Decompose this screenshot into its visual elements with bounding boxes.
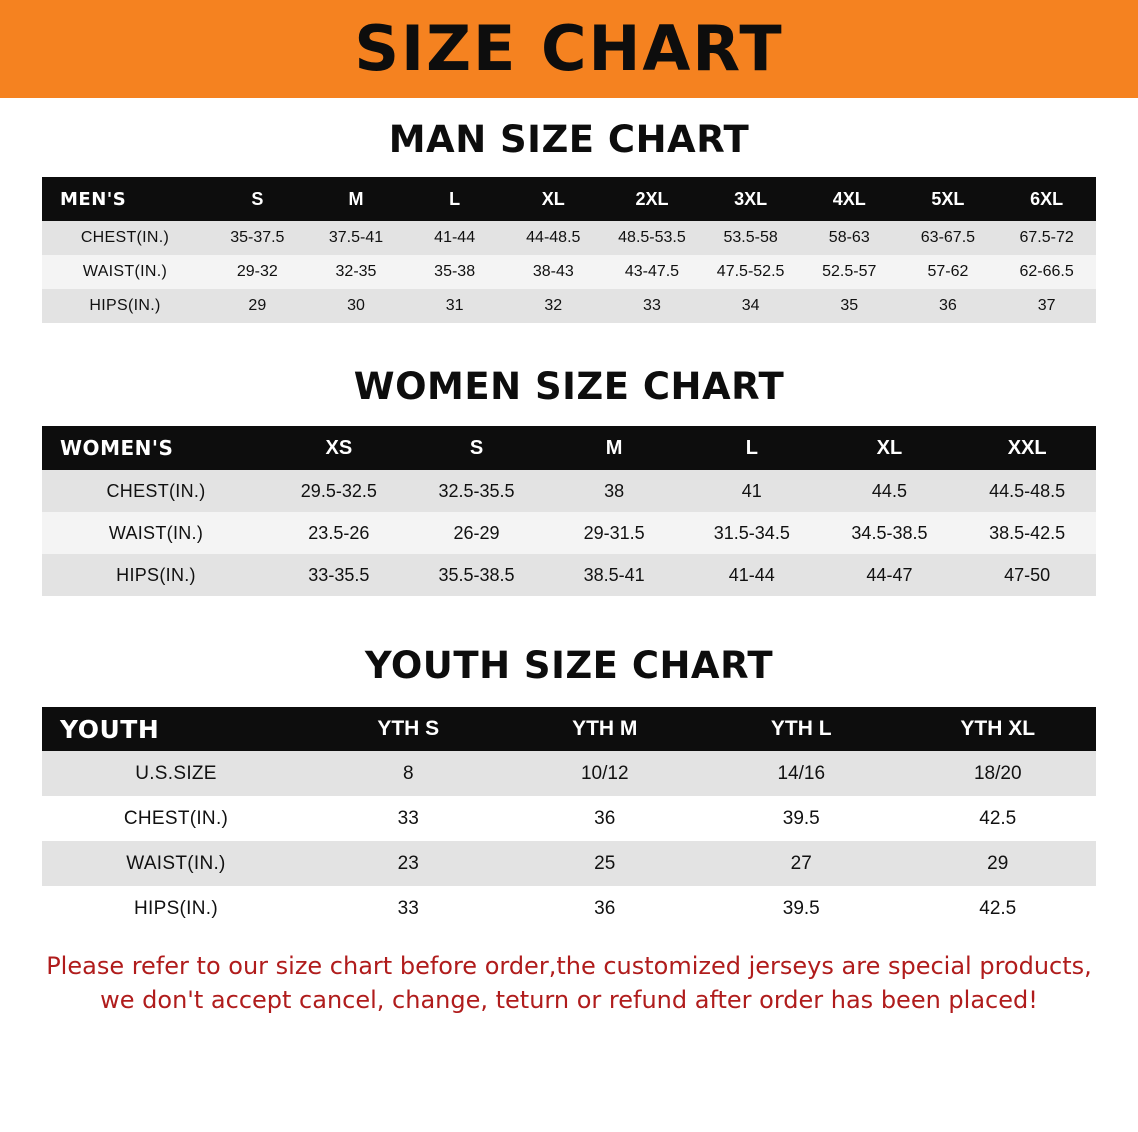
youth-row-0-label: U.S.SIZE [135, 762, 217, 784]
men-row-2-label: HIPS(IN.) [89, 297, 161, 314]
women-cell-0-0: 29.5-32.5 [300, 480, 377, 501]
youth-col-2: YTH L [770, 717, 832, 740]
table-header-row [42, 707, 1096, 751]
men-table-body [42, 221, 1096, 323]
table-row [42, 886, 1096, 931]
men-col-3: XL [541, 188, 565, 209]
men-cell-2-2: 31 [445, 297, 464, 314]
men-cell-2-1: 30 [347, 297, 365, 314]
youth-section-heading: YOUTH SIZE CHART [364, 644, 774, 687]
men-col-6: 4XL [832, 188, 866, 209]
men-table-header [42, 177, 1096, 221]
policy-note [34, 949, 1104, 1017]
men-col-4: 2XL [635, 188, 669, 209]
youth-cell-0-2: 14/16 [777, 762, 826, 784]
youth-cell-1-3: 42.5 [979, 807, 1017, 829]
youth-cell-1-0: 33 [397, 807, 419, 829]
man-section-heading: MAN SIZE CHART [388, 118, 750, 161]
youth-cell-2-2: 27 [790, 852, 812, 874]
men-cell-1-2: 35-38 [434, 263, 476, 280]
women-corner-label: WOMEN'S [60, 436, 174, 460]
youth-cell-1-2: 39.5 [782, 807, 820, 829]
women-col-5: XXL [1007, 436, 1047, 459]
women-col-3: L [745, 436, 758, 459]
men-cell-0-2: 41-44 [434, 229, 476, 246]
women-row-1-label: WAIST(IN.) [108, 522, 204, 543]
men-cell-0-0: 35-37.5 [230, 229, 285, 246]
men-cell-0-8: 67.5-72 [1019, 229, 1074, 246]
men-col-8: 6XL [1030, 188, 1064, 209]
men-cell-2-3: 32 [544, 297, 563, 314]
women-cell-2-5: 47-50 [1004, 564, 1051, 585]
men-cell-2-8: 37 [1037, 297, 1056, 314]
women-cell-0-3: 41 [741, 480, 762, 501]
women-cell-2-3: 41-44 [728, 564, 775, 585]
women-col-0: XS [325, 436, 353, 459]
men-cell-0-4: 48.5-53.5 [618, 229, 686, 246]
youth-col-1: YTH M [572, 717, 638, 740]
youth-cell-3-0: 33 [397, 897, 419, 919]
men-cell-2-0: 29 [248, 297, 267, 314]
youth-cell-2-1: 25 [594, 852, 616, 874]
youth-cell-0-3: 18/20 [973, 762, 1022, 784]
women-section-heading: WOMEN SIZE CHART [353, 365, 785, 408]
men-col-1: M [348, 188, 364, 209]
women-size-table [42, 426, 1096, 596]
men-cell-1-0: 29-32 [236, 263, 278, 280]
women-cell-0-1: 32.5-35.5 [438, 480, 515, 501]
men-cell-0-5: 53.5-58 [723, 229, 778, 246]
men-cell-0-1: 37.5-41 [328, 229, 384, 246]
youth-row-3-label: HIPS(IN.) [134, 897, 218, 919]
youth-cell-2-3: 29 [987, 852, 1009, 874]
men-cell-1-3: 38-43 [532, 263, 574, 280]
table-header-row [42, 426, 1096, 470]
women-cell-2-1: 35.5-38.5 [438, 564, 515, 585]
men-cell-1-7: 57-62 [927, 263, 969, 280]
women-table-header [42, 426, 1096, 470]
women-cell-0-5: 44.5-48.5 [989, 480, 1066, 501]
men-cell-1-5: 47.5-52.5 [716, 263, 785, 280]
men-cell-1-4: 43-47.5 [624, 263, 680, 280]
policy-note-line-2: we don't accept cancel, change, teturn or refund after order has been placed! [100, 986, 1038, 1015]
table-header-row [42, 177, 1096, 221]
men-size-table [42, 177, 1096, 323]
women-col-4: XL [876, 436, 903, 459]
women-cell-0-4: 44.5 [871, 480, 907, 501]
men-col-0: S [251, 188, 264, 209]
youth-cell-2-0: 23 [397, 852, 419, 874]
youth-table-body [42, 751, 1096, 931]
table-row [42, 221, 1096, 255]
youth-cell-0-0: 8 [402, 762, 414, 784]
women-row-2-label: HIPS(IN.) [116, 564, 196, 585]
table-row [42, 554, 1096, 596]
youth-col-0: YTH S [377, 717, 440, 740]
table-row [42, 796, 1096, 841]
table-row [42, 512, 1096, 554]
men-cell-2-6: 35 [840, 297, 859, 314]
men-cell-0-3: 44-48.5 [526, 229, 581, 246]
youth-cell-0-1: 10/12 [580, 762, 629, 784]
youth-row-2-label: WAIST(IN.) [126, 852, 226, 874]
men-row-0-label: CHEST(IN.) [80, 229, 170, 246]
men-cell-1-8: 62-66.5 [1019, 263, 1074, 280]
page-title: SIZE CHART [354, 12, 784, 85]
men-col-5: 3XL [734, 188, 768, 209]
men-row-1-label: WAIST(IN.) [82, 263, 168, 280]
women-cell-2-2: 38.5-41 [583, 564, 645, 585]
women-row-0-label: CHEST(IN.) [106, 480, 206, 501]
women-cell-1-1: 26-29 [453, 522, 500, 543]
youth-cell-3-3: 42.5 [979, 897, 1017, 919]
youth-row-1-label: CHEST(IN.) [123, 807, 229, 829]
youth-cell-1-1: 36 [594, 807, 616, 829]
table-row [42, 751, 1096, 796]
men-cell-0-6: 58-63 [828, 229, 870, 246]
men-cell-0-7: 63-67.5 [920, 229, 976, 246]
page-banner [0, 0, 1138, 98]
women-cell-1-0: 23.5-26 [308, 522, 370, 543]
men-col-2: L [449, 188, 461, 209]
women-cell-0-2: 38 [604, 480, 625, 501]
women-cell-1-4: 34.5-38.5 [851, 522, 928, 543]
youth-cell-3-1: 36 [594, 897, 616, 919]
man-table-wrapper [42, 177, 1096, 323]
policy-note-line-1: Please refer to our size chart before order,the customized jerseys are special products, [46, 952, 1092, 980]
table-row [42, 289, 1096, 323]
table-row [42, 841, 1096, 886]
women-table-wrapper [42, 426, 1096, 596]
women-cell-2-0: 33-35.5 [308, 564, 370, 585]
men-cell-2-5: 34 [741, 297, 760, 314]
women-col-1: S [469, 436, 484, 459]
youth-col-3: YTH XL [960, 717, 1036, 740]
youth-cell-3-2: 39.5 [782, 897, 820, 919]
youth-table-wrapper [42, 707, 1096, 931]
women-table-body [42, 470, 1096, 596]
men-corner-label: MEN'S [60, 188, 127, 210]
table-row [42, 255, 1096, 289]
men-cell-2-7: 36 [939, 297, 957, 314]
women-cell-1-5: 38.5-42.5 [989, 522, 1066, 543]
women-col-2: M [605, 436, 623, 459]
men-cell-1-1: 32-35 [335, 263, 377, 280]
men-cell-1-6: 52.5-57 [822, 263, 877, 280]
table-row [42, 470, 1096, 512]
youth-table-header [42, 707, 1096, 751]
men-cell-2-4: 33 [643, 297, 661, 314]
women-cell-2-4: 44-47 [866, 564, 913, 585]
women-cell-1-2: 29-31.5 [583, 522, 645, 543]
men-col-7: 5XL [931, 188, 965, 209]
youth-size-table [42, 707, 1096, 931]
women-cell-1-3: 31.5-34.5 [713, 522, 790, 543]
youth-corner-label: YOUTH [60, 714, 160, 744]
